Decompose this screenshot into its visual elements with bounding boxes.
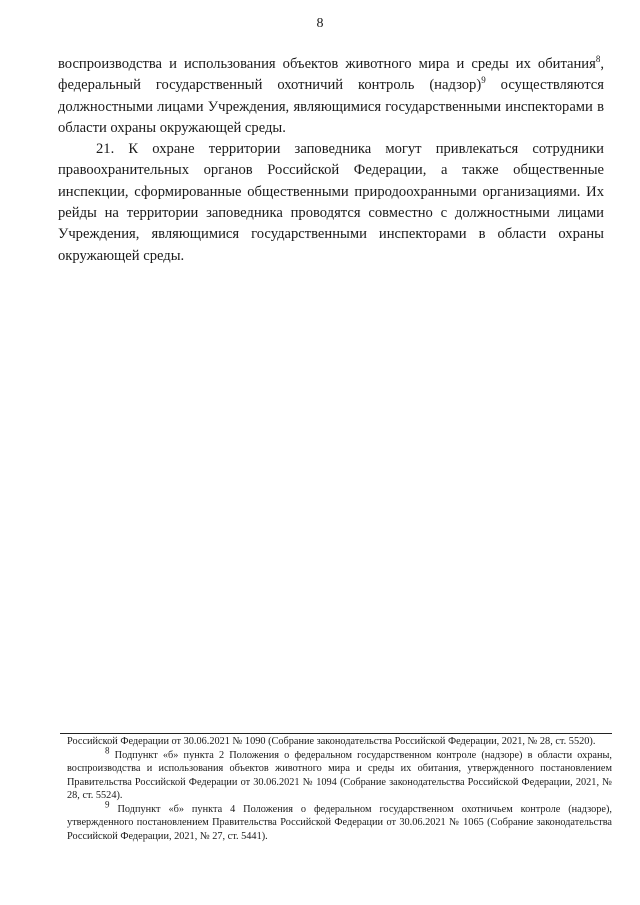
- footnote-9: [67, 799, 612, 844]
- footnote-ref-9[interactable]: 9: [481, 75, 486, 86]
- body-text: [58, 54, 604, 267]
- footnote-continuation: Российской Федерации от 30.06.2021 № 1090 (Собрание законодательства Российской Федерации, 2021, № 28, ст. 5520).: [67, 736, 596, 747]
- footnote-marker-8: 8: [105, 745, 110, 756]
- paragraph-continuation: [58, 54, 604, 139]
- paragraph-text: осуществляются должностными лицами Учреждения, являющимися государственными инспекторами в области охраны окружающей среды.: [58, 77, 604, 136]
- footnote-8: [67, 745, 612, 803]
- footnote-marker-9: 9: [105, 799, 110, 810]
- paragraph-text: , федеральный государственный охотничий контроль (надзор): [58, 56, 604, 94]
- paragraph-text: воспроизводства и использования объектов животного мира и среды их обитания: [58, 56, 596, 72]
- footnote-text: Подпункт «б» пункта 4 Положения о федеральном государственном охотничьем контроле (надзоре), утвержденного постановлением Правительства Российской Федерации от 30.06.2021 № 1065 (Собрание законодательства Российской Федерации, 2021, № 27, ст. 5441).: [67, 803, 612, 842]
- footnote-ref-8[interactable]: 8: [595, 54, 601, 65]
- footnote-separator: [60, 733, 612, 734]
- paragraph-21: 21. К охране территории заповедника могут привлекаться сотрудники правоохранительных органов Российской Федерации, а также общественные инспекции, сформированные общественными природоохранными организациями. Их рейды на территории заповедника проводятся совместно с должностными лицами Учреждения, являющимися государственными инспекторами в области охраны окружающей среды.: [58, 141, 604, 264]
- footnotes: [67, 735, 612, 843]
- footnote-text: Подпункт «б» пункта 2 Положения о федеральном государственном контроле (надзоре) в области охраны, воспроизводства и использования объектов животного мира и среды их обитания, утвержденного постановлением Правительства Российской Федерации от 30.06.2021 № 1094 (Собрание законодательства Российской Федерации, 2021, № 28, ст. 5524).: [67, 749, 612, 801]
- page-number: 8: [316, 16, 324, 31]
